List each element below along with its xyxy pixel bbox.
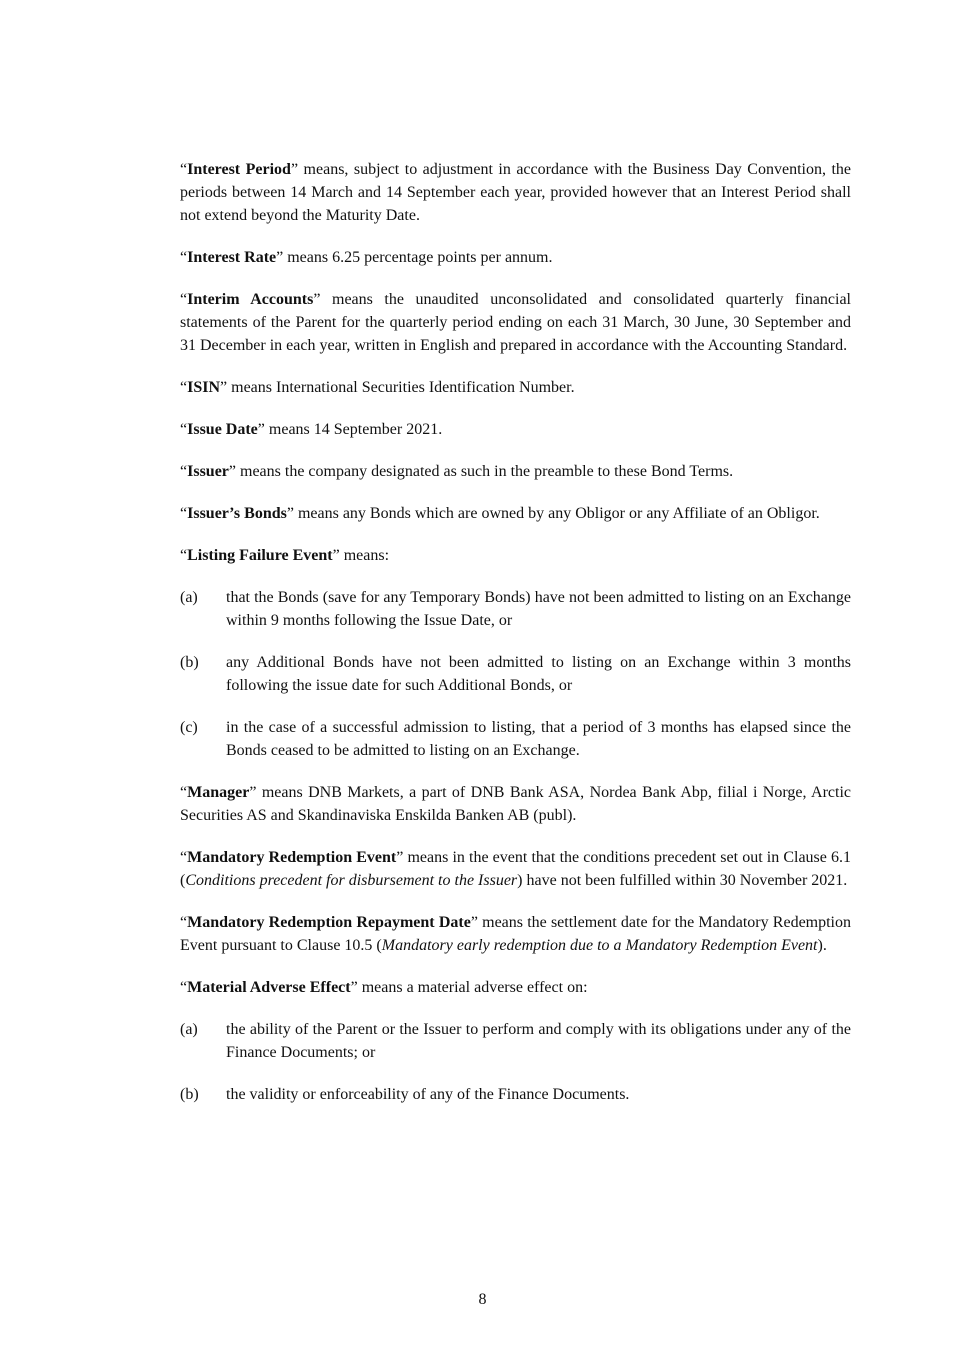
list-item-label: (c)	[180, 719, 198, 736]
definition-manager: “Manager” means DNB Markets, a part of DNB Bank ASA, Nordea Bank Abp, filial i Norge, Arctic Securities AS and Skandinaviska Enskilda Banken AB (publ).	[180, 784, 851, 824]
defined-term: Mandatory Redemption Repayment Date	[187, 914, 471, 931]
definition-text: means 6.25 percentage points per annum.	[283, 249, 553, 266]
list-item-label: (a)	[180, 1021, 198, 1038]
definition-issuers-bonds: “Issuer’s Bonds” means any Bonds which are owned by any Obligor or any Affiliate of an Obligor.	[180, 505, 820, 522]
list-item-label: (a)	[180, 589, 198, 606]
definition-text: means a material adverse effect on:	[357, 979, 588, 996]
list-item-text: the ability of the Parent or the Issuer to perform and comply with its obligations under any of the Finance Documents; or	[226, 1021, 851, 1061]
definition-text: means, subject to adjustment in accordance with the Business Day Convention, the periods between 14 March and 14 September each year, provided however that an Interest Period shall not extend beyond the Maturity Date.	[180, 161, 851, 224]
defined-term: Mandatory Redemption Event	[187, 849, 397, 866]
list-item	[180, 1018, 851, 1064]
defined-term: Listing Failure Event	[187, 547, 333, 564]
definition-mandatory-redemption-repayment-date: “Mandatory Redemption Repayment Date” means the settlement date for the Mandatory Redemption Event pursuant to Clause 10.5 (Mandatory early redemption due to a Mandatory Redemption Event).	[180, 914, 852, 954]
definition-listing-failure-event: “Listing Failure Event” means:	[180, 547, 390, 564]
definition-material-adverse-effect: “Material Adverse Effect” means a material adverse effect on:	[180, 979, 588, 996]
list-item	[180, 651, 851, 697]
defined-term: Interest Period	[187, 161, 291, 178]
definition-interest-rate: “Interest Rate” means 6.25 percentage points per annum.	[180, 249, 553, 266]
definition-text: means:	[339, 547, 390, 564]
definition-text: means the unaudited unconsolidated and consolidated quarterly financial statements of the Parent for the quarterly period ending on each 31 March, 30 June, 30 September and 31 December in each year, written in English and prepared in accordance with the Accounting Standard.	[180, 291, 851, 354]
clause-reference: Conditions precedent for disbursement to the Issuer	[185, 872, 518, 889]
definition-text: means any Bonds which are owned by any Obligor or any Affiliate of an Obligor.	[293, 505, 820, 522]
definition-text: ) have not been fulfilled within 30 November 2021.	[517, 872, 848, 889]
list-item-text: in the case of a successful admission to listing, that a period of 3 months has elapsed since the Bonds ceased to be admitted to listing on an Exchange.	[226, 719, 851, 759]
definition-text: means the company designated as such in the preamble to these Bond Terms.	[236, 463, 734, 480]
definition-text: ).	[817, 937, 827, 954]
page-number: 8	[478, 1291, 487, 1308]
definition-text: means International Securities Identification Number.	[227, 379, 575, 396]
definition-text: means in the event that the conditions precedent set out in Clause 6.1 (	[180, 849, 851, 889]
defined-term: ISIN	[187, 379, 221, 396]
list-item-text: the validity or enforceability of any of the Finance Documents.	[226, 1086, 630, 1103]
definition-interim-accounts: “Interim Accounts” means the unaudited unconsolidated and consolidated quarterly financial statements of the Parent for the quarterly period ending on each 31 March, 30 June, 30 September and 31 December in each year, written in English and prepared in accordance with the Accounting Standard.	[180, 291, 851, 354]
definition-mandatory-redemption-event: “Mandatory Redemption Event” means in the event that the conditions precedent set out in Clause 6.1 (Conditions precedent for disbursement to the Issuer) have not been fulfilled within 30 November 2021.	[180, 849, 851, 889]
defined-term: Manager	[187, 784, 250, 801]
definition-text: means DNB Markets, a part of DNB Bank ASA, Nordea Bank Abp, filial i Norge, Arctic Securities AS and Skandinaviska Enskilda Banken AB (publ).	[180, 784, 851, 824]
list-item-label: (b)	[180, 1086, 199, 1103]
definitions-section	[180, 158, 851, 1125]
definition-issue-date: “Issue Date” means 14 September 2021.	[180, 421, 443, 438]
defined-term: Material Adverse Effect	[187, 979, 351, 996]
list-item	[180, 716, 851, 762]
list-item	[180, 586, 851, 632]
list-item-text: any Additional Bonds have not been admitted to listing on an Exchange within 3 months following the issue date for such Additional Bonds, or	[226, 654, 851, 694]
clause-reference: Mandatory early redemption due to a Mandatory Redemption Event	[381, 937, 818, 954]
defined-term: Interest Rate	[187, 249, 277, 266]
defined-term: Issuer’s Bonds	[187, 505, 287, 522]
definition-interest-period: “Interest Period” means, subject to adjustment in accordance with the Business Day Convention, the periods between 14 March and 14 September each year, provided however that an Interest Period shall not extend beyond the Maturity Date.	[180, 161, 851, 224]
definition-isin: “ISIN” means International Securities Identification Number.	[180, 379, 575, 396]
definition-text: means 14 September 2021.	[264, 421, 443, 438]
definition-issuer: “Issuer” means the company designated as such in the preamble to these Bond Terms.	[180, 463, 734, 480]
list-item-text: that the Bonds (save for any Temporary Bonds) have not been admitted to listing on an Exchange within 9 months following the Issue Date, or	[226, 589, 851, 629]
defined-term: Issuer	[187, 463, 229, 480]
definition-text: means the settlement date for the Mandatory Redemption Event pursuant to Clause 10.5 (	[180, 914, 852, 954]
defined-term: Issue Date	[187, 421, 258, 438]
list-item	[180, 1083, 851, 1106]
list-item-label: (b)	[180, 654, 199, 671]
defined-term: Interim Accounts	[187, 291, 314, 308]
